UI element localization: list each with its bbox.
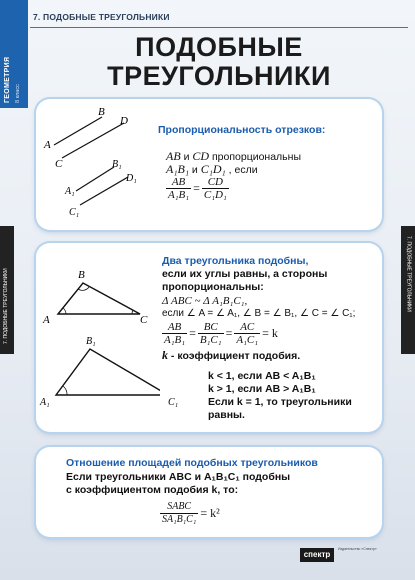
tri-label-c: C: [140, 314, 148, 326]
case-k-equal-cont: равны.: [208, 409, 245, 421]
topic-label: 7. ПОДОБНЫЕ ТРЕУГОЛЬНИКИ: [33, 12, 170, 22]
tri-label-a: A: [43, 314, 50, 326]
section2-heading-2: если их углы равны, а стороны: [162, 268, 328, 280]
sides-ratio-formula: $\frac{AB}{\text{A₁B₁}}$ = $\frac{BC}{\text{B₁C₁}}$ = $\frac{AC}{\text{A₁C₁}}$ = k: [164, 321, 278, 346]
panel-area-ratio: [36, 447, 382, 537]
area-ratio-formula: $\frac{\text{SABC}}{\text{SA₁B₁C₁}}$ = k²: [162, 501, 220, 525]
section3-line1: Если треугольники ABC и A₁B₁C₁ подобны: [66, 471, 291, 483]
triangles-figure: [36, 243, 160, 432]
label-a: A: [44, 139, 51, 151]
subject-label: ГЕОМЕТРИЯ: [4, 56, 11, 103]
section2-heading-3: пропорциональны:: [162, 281, 264, 293]
tri-label-a1: A₁: [40, 397, 50, 408]
label-c: C: [55, 158, 63, 170]
tri-label-b: B: [78, 269, 85, 281]
case-k-less: k < 1, если AB < A₁B₁: [208, 370, 316, 382]
fraction-ab: $\frac{AB}{\text{A₁B₁}}$: [168, 176, 190, 201]
tri-label-c1: C₁: [168, 397, 179, 408]
page-title: [30, 33, 408, 91]
case-k-greater: k > 1, если AB > A₁B₁: [208, 383, 316, 395]
angle-mark-a: [63, 308, 66, 314]
label-c1: C₁: [69, 207, 80, 218]
section1-line1: AB и CD пропорциональны: [166, 149, 301, 163]
label-d: D: [120, 115, 128, 127]
angle-condition: если ∠ A = ∠ A₁, ∠ B = ∠ B₁, ∠ C = ∠ C₁;: [162, 308, 356, 319]
label-d1: D₁: [126, 173, 137, 184]
panel-similar-triangles: [36, 243, 382, 432]
section3-heading: Отношение площадей подобных треугольников: [66, 457, 318, 469]
fraction-cd: $\frac{CD}{\text{C₁D₁}}$: [203, 176, 227, 201]
segment-a1b1: [76, 167, 114, 191]
title-line-2: ТРЕУГОЛЬНИКИ: [107, 61, 331, 91]
section1-heading: Пропорциональность отрезков:: [158, 124, 326, 136]
segment-cd: [62, 123, 124, 158]
similarity-statement: Δ ABC ~ Δ A₁B₁C₁,: [162, 295, 248, 307]
panel-segment-proportionality: [36, 99, 382, 230]
coefficient-line: k - коэффициент подобия.: [162, 348, 301, 362]
right-side-tab-label: 7. ПОДОБНЫЕ ТРЕУГОЛЬНИКИ: [406, 236, 412, 312]
segment-ab: [54, 117, 102, 145]
label-b1: B₁: [112, 159, 122, 170]
parallel-segments-figure: [36, 99, 156, 230]
grade-label: 8 класс: [15, 84, 21, 103]
publisher-fine-print: Издательство «Спектр»: [338, 547, 377, 551]
proportion-formula: $\frac{AB}{\text{A₁B₁}}$ = $\frac{CD}{\text{C₁D₁}}$: [168, 176, 227, 201]
title-line-1: ПОДОБНЫЕ: [135, 32, 303, 62]
section2-heading-1: Два треугольника подобны,: [162, 255, 309, 267]
angle-mark-a1: [63, 386, 67, 395]
label-a1: A₁: [65, 186, 75, 197]
section3-line2: с коэффициентом подобия k, то:: [66, 484, 239, 496]
segment-c1d1: [80, 177, 128, 205]
case-k-equal: Если k = 1, то треугольники: [208, 396, 352, 408]
tri-label-b1: B₁: [86, 336, 96, 347]
label-b: B: [98, 106, 105, 118]
triangle-abc: [58, 283, 140, 314]
publisher-logo: спектр: [300, 548, 334, 562]
section1-line2: A₁B₁ и C₁D₁ , если: [166, 162, 258, 176]
left-side-tab-label: 7. ПОДОБНЫЕ ТРЕУГОЛЬНИКИ: [3, 268, 9, 344]
